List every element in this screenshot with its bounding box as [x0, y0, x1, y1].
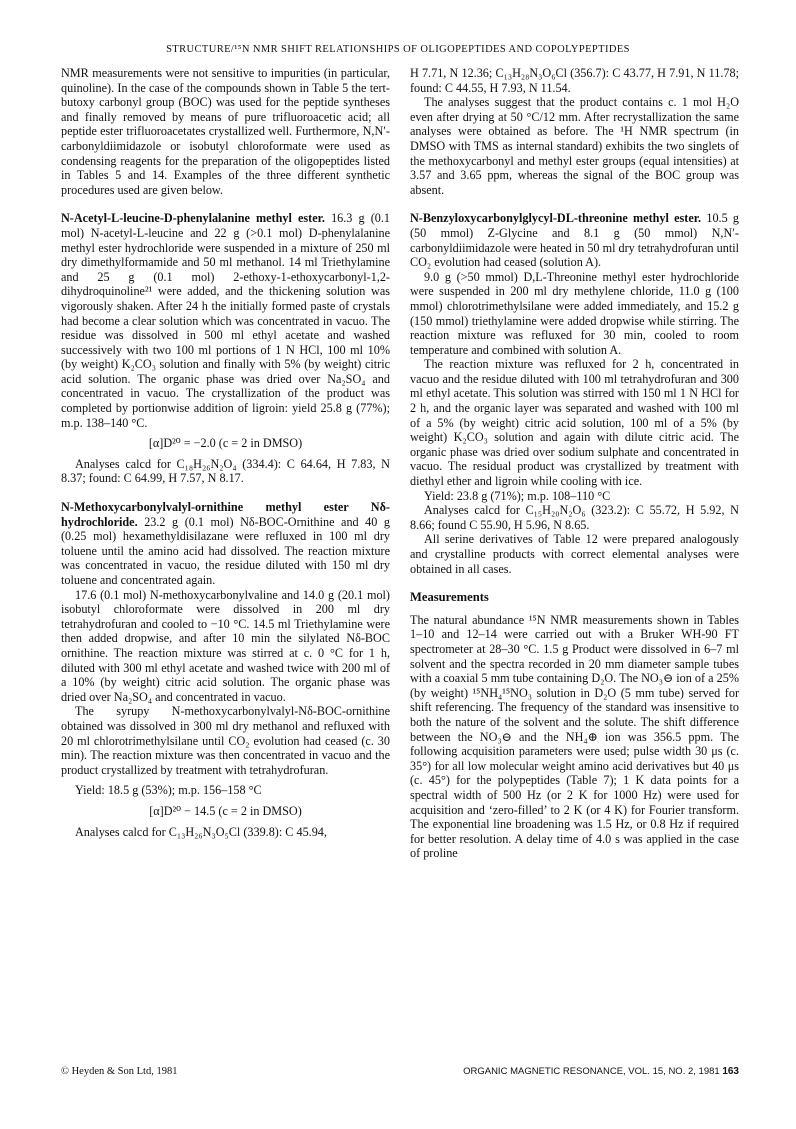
analysis-text: H 7.71, N 12.36; C₁₃H₂₈N₃O₆Cl (356.7): C 43.77, H 7.91, N 11.78; found: C 44.55, H 7.93, N 11.54. — [410, 66, 739, 95]
right-column — [410, 66, 739, 861]
procedure-title: N-Acetyl-L-leucine-D-phenylalanine methyl ester. — [61, 211, 325, 226]
procedure-paragraph — [410, 211, 739, 269]
journal-footer — [410, 1066, 739, 1077]
analysis-text: Analyses calcd for C₁₃H₂₆N₃O₅Cl (339.8): C 45.94, — [75, 824, 327, 839]
paragraph: NMR measurements were not sensitive to impurities (in particular, quinoline). In the case of the compounds shown in Table 5 the tert-butoxy carbonyl group (BOC) was used for the peptide syntheses and finally removed by means of pure trifluoroacetic acid; all peptide ester trifluoroacetates crystallized well. Furthermore, N,N′-carbonyldiimidazole or isobutyl chloroformate were used as condensing reagents for the preparation of the oligopeptides listed in Tables 5 and 14. Examples of the three different synthetic procedures used are given below. — [61, 66, 390, 197]
analysis-text: Analyses calcd for C₁₈H₂₆N₂O₄ (334.4): C 64.64, H 7.83, N 8.37; found: C 64.99, H 7.57, N 8.17. — [61, 456, 390, 486]
optical-rotation: [α]D²⁰ = −2.0 (c = 2 in DMSO) — [148, 436, 303, 451]
yield-text: Yield: 23.8 g (71%); m.p. 108–110 °C — [424, 488, 611, 503]
analysis-text: Analyses calcd for C₁₅H₂₀N₂O₆ (323.2): C 55.72, H 5.92, N 8.66; found C 55.90, H 5.96, N 8.65. — [410, 503, 739, 532]
procedure-title: N-Methoxycarbonylvalyl-ornithine methyl ester Nδ-hydrochloride. — [61, 500, 390, 529]
paragraph: The analyses suggest that the product contains c. 1 mol H₂O even after drying at 50 °C/12 mm. After recrystallization the same analyses were obtained as before. The ¹H NMR spectrum (in DMSO with TMS as internal standard) exhibits the two singlets of the methoxycarbonyl and methyl ester groups (equal intensities) at 3.57 and 3.65 ppm, whereas the signal of the BOC group was absent. — [410, 95, 739, 197]
running-header: STRUCTURE/¹⁵N NMR SHIFT RELATIONSHIPS OF OLIGOPEPTIDES AND COPOLYPEPTIDES — [166, 44, 630, 55]
procedure-text: 16.3 g (0.1 mol) N-acetyl-L-leucine and 22 g (>0.1 mol) D-phenylalanine methyl ester hydrochloride were suspended in a mixture of 250 ml dry dimethylformamide and 50 ml methanol. 14 ml Triethylamine and 25 g (0.1 mol) 2-ethoxy-1-ethoxycarbonyl-1,2-dihydroquinoline²¹ were added, and the thickening solution was vigorously shaken. After 24 h the initially formed paste of crystals had become a clear solution which was concentrated in vacuo. The residue was dissolved in 500 ml ethyl acetate and washed successively with two 100 ml portions of 1 N HCl, 100 ml 10% (by weight) K₂CO₃ solution and finally with 5% (by weight) citric acid solution. The organic phase was dried over Na₂SO₄ and concentrated in vacuo. The crystallization of the product was completed by portionwise addition of ligroin: yield 25.8 g (77%); m.p. 138–140 °C. — [61, 211, 390, 430]
left-column — [61, 66, 390, 839]
section-heading: Measurements — [410, 590, 489, 605]
page-number: 163 — [722, 1066, 739, 1077]
procedure-paragraph — [61, 211, 390, 430]
paragraph: The syrupy N-methoxycarbonylvalyl-Nδ-BOC-ornithine obtained was dissolved in 300 ml dry methanol and refluxed with 20 ml chlorotrimethylsilane until CO₂ evolution had ceased (c. 30 min). The reaction mixture was then concentrated in vacuo and the product crystallized by treatment with tetrahydrofuran. — [61, 704, 390, 777]
procedure-title: N-Benzyloxycarbonylglycyl-DL-threonine methyl ester. — [410, 211, 702, 226]
paragraph: The reaction mixture was refluxed for 2 h, concentrated in vacuo and the residue diluted with 100 ml tetrahydrofuran and 300 ml ethyl acetate. This solution was stirred with 150 ml 1 N HCl for 2 h, and the organic layer was separated and washed with 100 ml of a 5% (by weight) citric acid solution, 100 ml of a 5% (by weight) K₂CO₃ solution and again with dilute citric acid. The organic phase was dried over sodium sulphate and concentrated in vacuo. The residual product was crystallized by treatment with diethyl ether and ligroin while cooling with ice. — [410, 357, 739, 489]
paragraph: The natural abundance ¹⁵N NMR measurements shown in Tables 1–10 and 12–14 were carried out with a Bruker WH-90 FT spectrometer at 28–30 °C. 1.5 g Product were dissolved in 6–7 ml solvent and the spectra recorded in 20 mm diameter sample tubes with a coaxial 5 mm tube containing D₂O. The NO₃⊖ ion of a 25% (by weight) ¹⁵NH₄¹⁵NO₃ solution in D₂O (5 mm tube) served for shift referencing. The frequency of the standard was insensitive to both the nature of the solvent and the solute. The shift difference between the NO₃⊖ and the NH₄⊕ ion was 356.5 ppm. The following acquisition parameters were used; pulse width 30 μs (c. 35°) for all low molecular weight amino acid derivatives but 40 μs (c. 45°) for the polypeptides (Table 7); 1 K data points for a spectral width of 500 Hz (or 2 K for 1000 Hz) were used for acquisition and ‘zero-filled’ to 2 K (or 4 K) for Fourier transform. The exponential line broadening was 1.5 Hz, or 0.8 Hz if required for better resolution. A delay time of 4.0 s was applied in the case of proline — [410, 612, 739, 861]
paragraph: 17.6 (0.1 mol) N-methoxycarbonylvaline and 14.0 g (20.1 mol) isobutyl chloroformate were dissolved in 200 ml dry tetrahydrofuran and cooled to −10 °C. 14.5 ml Triethylamine were then added dropwise, and after 10 min the silylated Nδ-BOC ornithine. The reaction mixture was stirred at c. 0 °C for 1 h, diluted with 300 ml ethyl acetate and washed twice with 200 ml of a 10% (by weight) citric acid solution. The organic phase was dried over Na₂SO₄ and concentrated in vacuo. — [61, 587, 390, 704]
copyright-footer: © Heyden & Son Ltd, 1981 — [61, 1066, 178, 1077]
procedure-text: 10.5 g (50 mmol) Z-Glycine and 8.1 g (50 mmol) N,N′-carbonyldiimidazole were heated in 50 ml dry tetrahydrofuran until CO₂ evolution had ceased (solution A). — [410, 211, 740, 270]
paragraph: All serine derivatives of Table 12 were prepared analogously and crystalline products with correct elemental analyses were obtained in all cases. — [410, 532, 739, 576]
optical-rotation: [α]D²⁰ − 14.5 (c = 2 in DMSO) — [149, 803, 302, 818]
paragraph: 9.0 g (>50 mmol) D,L-Threonine methyl ester hydrochloride were suspended in 200 ml dry methylene chloride, 11.0 g (100 mmol) chlorotrimethylsilane were added immediately, and 15.2 g (150 mmol) triethylamine were added dropwise while stirring. The reaction mixture was refluxed for 30 min, cooled to room temperature and combined with solution A. — [410, 269, 739, 357]
procedure-paragraph — [61, 500, 390, 588]
yield-text: Yield: 18.5 g (53%); m.p. 156–158 °C — [75, 783, 262, 798]
procedure-text: 23.2 g (0.1 mol) Nδ-BOC-Ornithine and 40 g (0.25 mol) hexamethyldisilazane were refluxed in 100 ml dry toluene until the amino acid had dissolved. The reaction mixture was concentrated in vacuo, the residue diluted with 150 ml dry toluene and concentrated again. — [61, 514, 391, 587]
journal-citation: ORGANIC MAGNETIC RESONANCE, VOL. 15, NO. 2, 1981 — [463, 1066, 720, 1077]
